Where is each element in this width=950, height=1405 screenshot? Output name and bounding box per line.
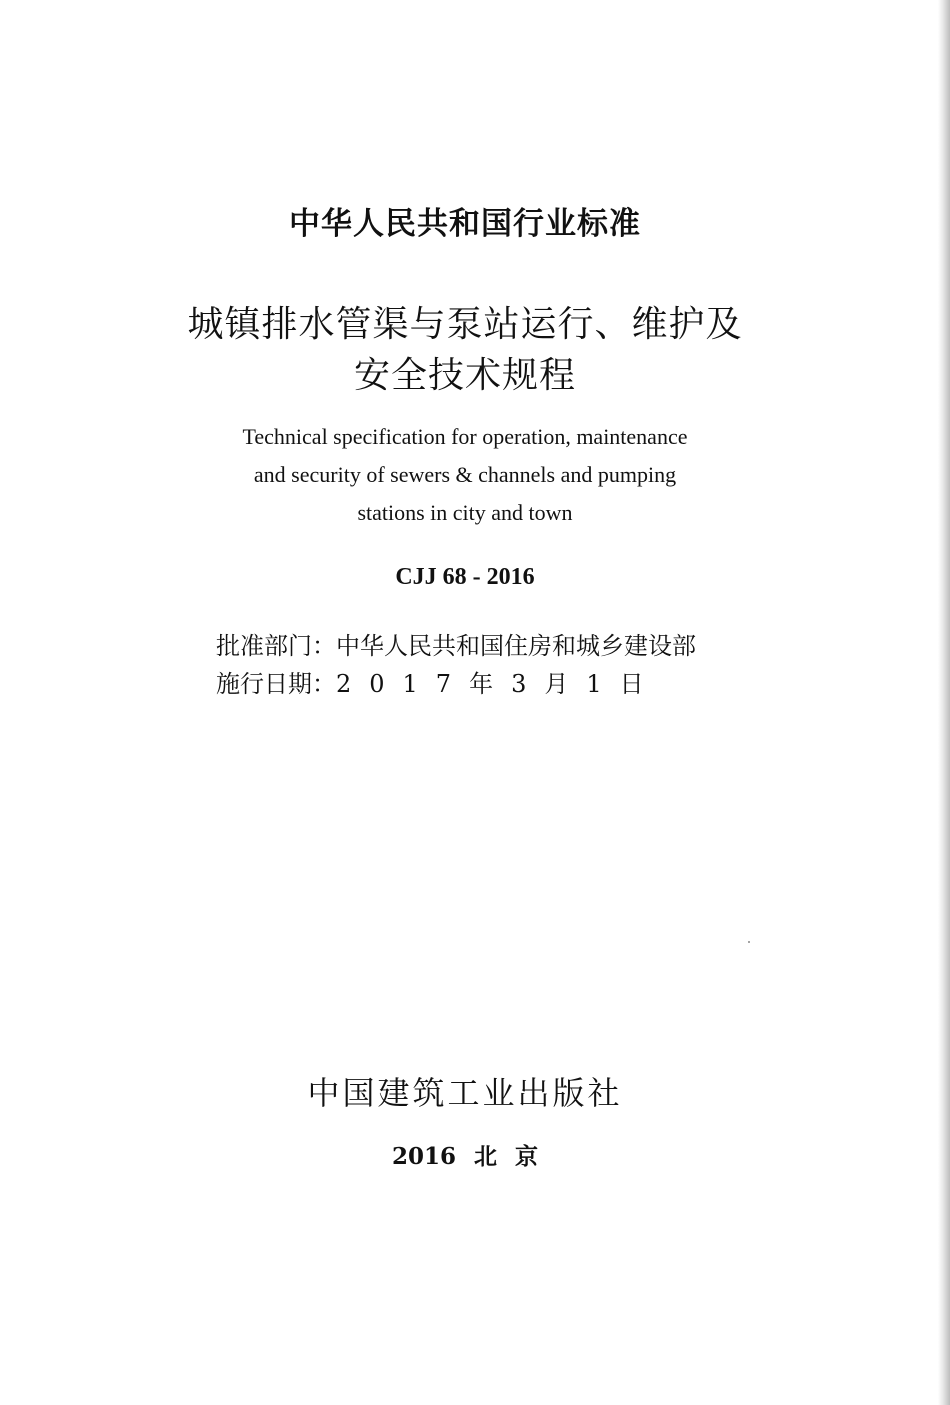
title-cn-line1: 城镇排水管渠与泵站运行、维护及: [187, 304, 743, 345]
standard-code: CJJ 68 - 2016: [395, 564, 535, 590]
effective-date: [216, 664, 662, 699]
approval-department: [216, 626, 696, 661]
approval-label: 批准部门：: [216, 632, 336, 660]
publisher: 中国建筑工业出版社: [307, 1074, 623, 1112]
scan-speck: [748, 941, 750, 943]
title-en-line1: Technical specification for operation, maintenance: [242, 424, 688, 449]
effective-value: 2017年3月1日: [336, 670, 662, 698]
approval-value: 中华人民共和国住房和城乡建设部: [336, 632, 696, 660]
publication-place: 2016 北 京: [391, 1143, 539, 1170]
title-en-line3: stations in city and town: [357, 500, 573, 525]
title-cn-line2: 安全技术规程: [353, 355, 576, 396]
effective-label: 施行日期：: [216, 670, 336, 698]
title-en-line2: and security of sewers & channels and pumping: [253, 462, 677, 487]
standard-category: 中华人民共和国行业标准: [289, 206, 641, 242]
page-edge-shadow: [938, 0, 950, 1405]
